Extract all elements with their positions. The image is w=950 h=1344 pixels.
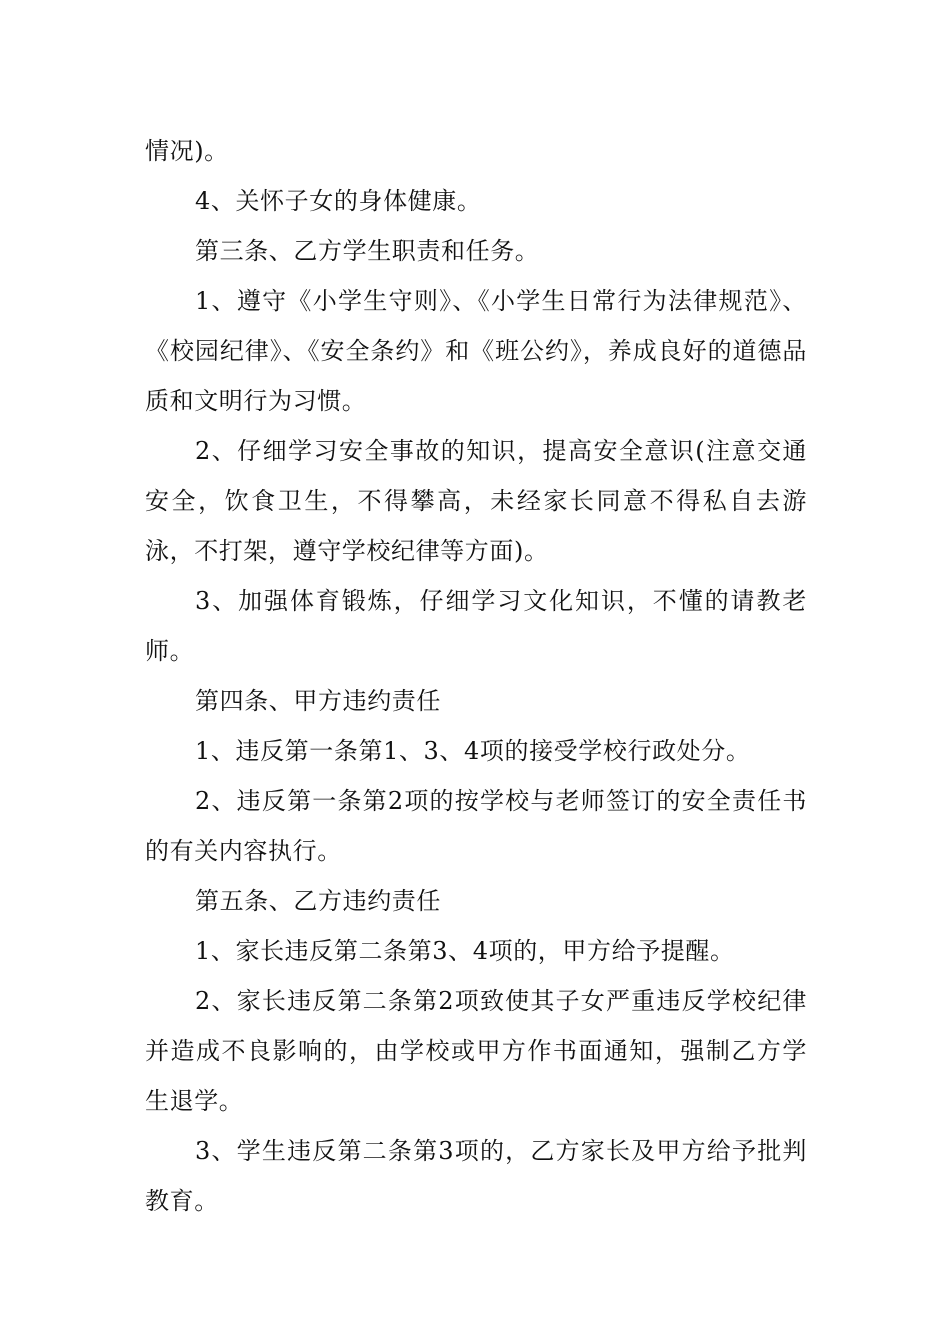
paragraph-article-5-item-1: 1、家长违反第二条第3、4项的，甲方给予提醒。 [195,937,735,965]
paragraph-article-3-item-2: 2、仔细学习安全事故的知识，提高安全意识(注意交通安全，饮食卫生，不得攀高，未经家长同意不得私自去游泳，不打架，遵守学校纪律等方面)。 [145,437,807,565]
paragraph-article-4-item-1: 1、违反第一条第1、3、4项的接受学校行政处分。 [195,737,751,765]
paragraph-continuation: 情况)。 [145,137,229,165]
paragraph-article-5-item-3: 3、学生违反第二条第3项的，乙方家长及甲方给予批判教育。 [145,1137,807,1215]
paragraph-article-3-item-3: 3、加强体育锻炼，仔细学习文化知识，不懂的请教老师。 [145,587,807,665]
section-heading-article-3: 第三条、乙方学生职责和任务。 [195,237,540,265]
paragraph-article-3-item-1: 1、遵守《小学生守则》、《小学生日常行为法律规范》、《校园纪律》、《安全条约》和《班公约》，养成良好的道德品质和文明行为习惯。 [145,287,807,415]
paragraph-item-4: 4、关怀子女的身体健康。 [195,187,482,215]
section-heading-article-4: 第四条、甲方违约责任 [195,687,441,715]
document-body [145,126,807,1226]
paragraph-article-5-item-2: 2、家长违反第二条第2项致使其子女严重违反学校纪律并造成不良影响的，由学校或甲方作书面通知，强制乙方学生退学。 [145,987,807,1115]
section-heading-article-5: 第五条、乙方违约责任 [195,887,441,915]
paragraph-article-4-item-2: 2、违反第一条第2项的按学校与老师签订的安全责任书的有关内容执行。 [145,787,807,865]
